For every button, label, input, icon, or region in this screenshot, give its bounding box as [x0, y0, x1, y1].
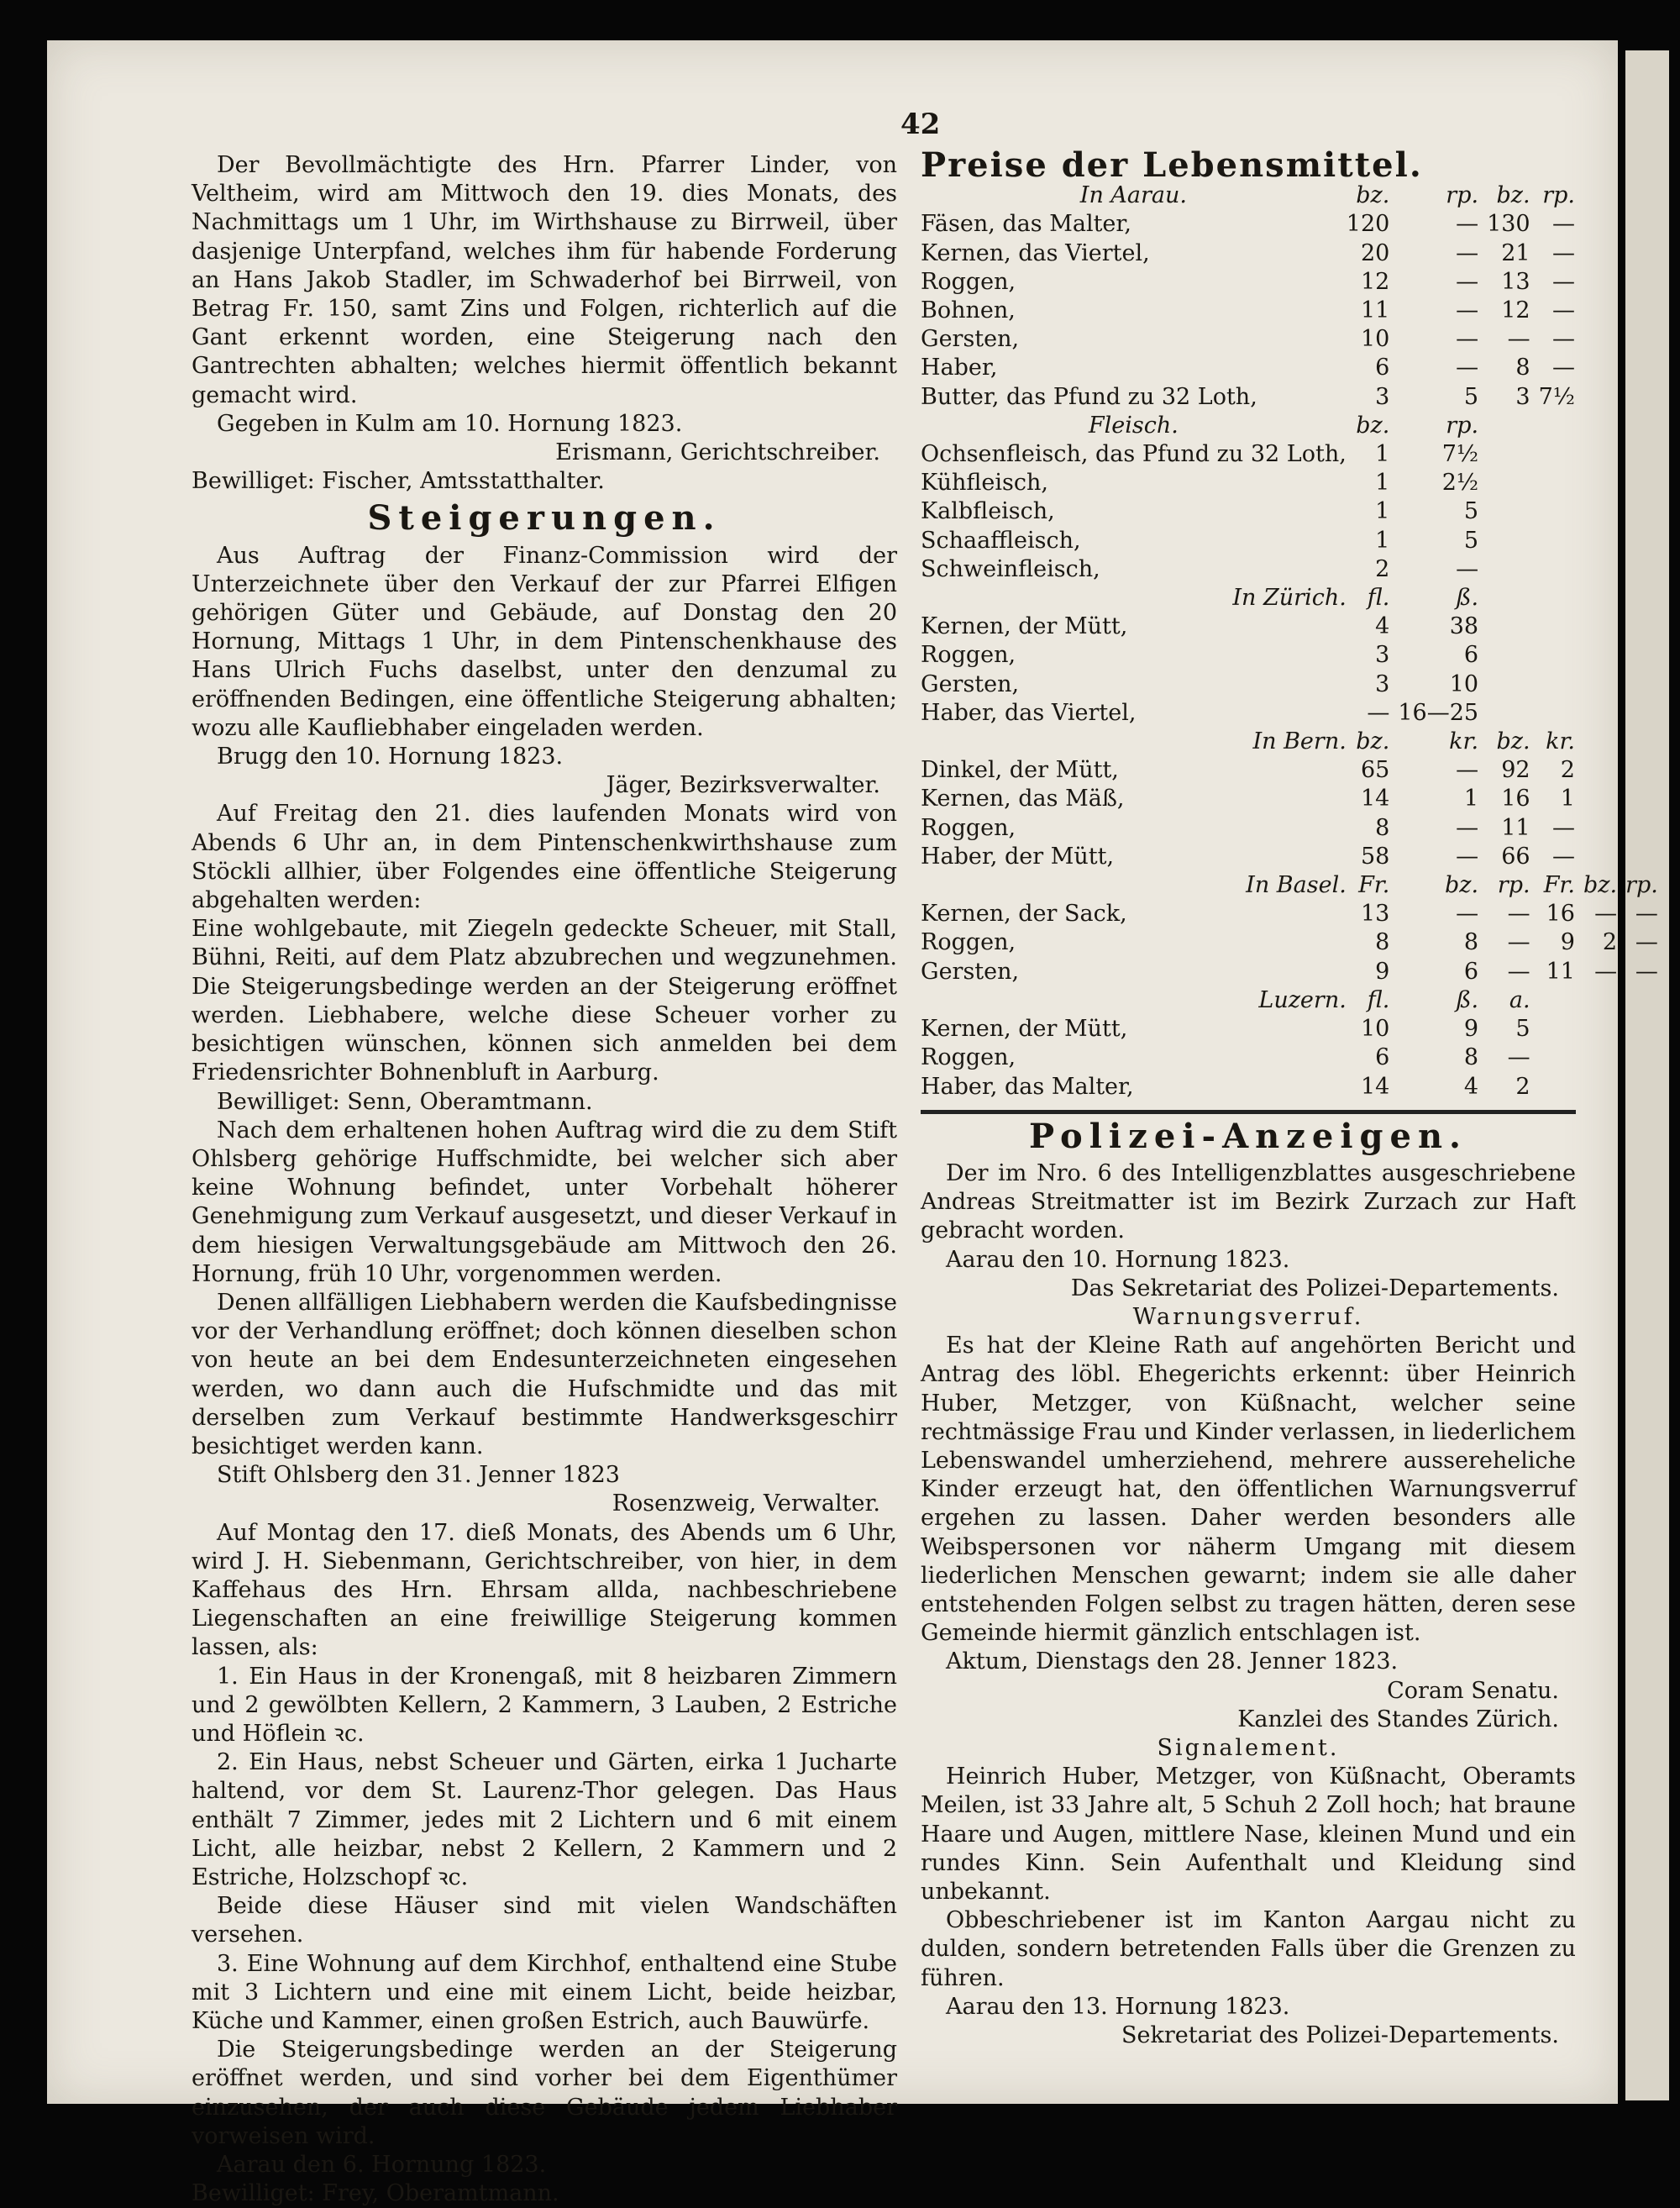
page-number: 42	[900, 108, 941, 141]
prices-heading: Preise der Lebensmittel.	[921, 145, 1423, 185]
city-row	[921, 181, 1667, 210]
signalement-text: Heinrich Huber, Metzger, von Küßnacht, Oberamts Meilen, ist 33 Jahre alt, 5 Schuh 2 Zoll hoch; hat braune Haare und Augen, mittlere Nase, kleinen Mund und ein rundes Kinn. Sein Aufenthalt und Kleidung sind unbekannt.	[921, 1764, 1576, 1905]
price-value: 8	[1375, 814, 1390, 841]
price-value: 1	[1375, 498, 1390, 525]
notice-date: Aarau den 13. Hornung 1823.	[946, 1993, 1290, 2020]
item-name: Schweinfleisch,	[921, 555, 1100, 582]
notice-date: Stift Ohlsberg den 31. Jenner 1823	[217, 1462, 620, 1489]
price-value: —	[1635, 929, 1658, 956]
price-value: 13	[1501, 268, 1530, 295]
price-value: 2	[1515, 1073, 1530, 1100]
notice-signer: Jäger, Bezirksverwalter.	[606, 772, 880, 799]
item-name: Schaaffleisch,	[921, 527, 1081, 554]
price-value: 8	[1463, 929, 1479, 956]
price-row	[921, 297, 1667, 325]
price-value: 65	[1360, 757, 1390, 784]
unit-label: bz.	[1356, 728, 1390, 755]
price-value: 3	[1375, 670, 1390, 697]
notice-signer: Sekretariat des Polizei-Departements.	[1121, 2022, 1559, 2048]
price-value: 8	[1463, 1044, 1479, 1071]
item-name: Kernen, der Mütt,	[921, 1016, 1128, 1043]
price-value: 2	[1560, 757, 1575, 784]
city-label: Luzern.	[1258, 986, 1347, 1013]
price-value: —	[1551, 297, 1575, 324]
item-name: Haber, das Viertel,	[921, 699, 1137, 726]
item-name: Kernen, der Sack,	[921, 901, 1127, 928]
price-value: 4	[1463, 1073, 1479, 1100]
item-name: Roggen,	[921, 1044, 1016, 1071]
unit-label: Fr.	[1543, 872, 1575, 899]
price-value: 6	[1463, 958, 1479, 985]
price-value: —	[1594, 958, 1618, 985]
item-name: Kalbfleisch,	[921, 498, 1055, 525]
item-name: Fäsen, das Malter,	[921, 211, 1131, 238]
price-value: 1	[1560, 786, 1575, 812]
price-row	[921, 527, 1667, 555]
price-value: 5	[1463, 383, 1479, 410]
price-value: —	[1551, 211, 1575, 238]
price-value: 3	[1515, 383, 1530, 410]
price-row	[921, 1073, 1667, 1101]
price-value: —	[1551, 355, 1575, 381]
notice-approval: Bewilliget: Senn, Oberamtmann.	[217, 1088, 593, 1115]
price-value: 1	[1375, 527, 1390, 554]
price-value: 4	[1375, 613, 1390, 640]
price-row	[921, 210, 1667, 239]
city-label: Fleisch.	[1088, 412, 1179, 439]
notice-item: Beide diese Häuser sind mit vielen Wandschäften versehen.	[192, 1893, 897, 1948]
price-value: —	[1456, 757, 1479, 784]
price-row	[921, 1044, 1667, 1072]
city-row	[921, 986, 1667, 1015]
price-value: 16—25	[1398, 699, 1479, 726]
price-value: 12	[1360, 268, 1390, 295]
price-row	[921, 843, 1667, 871]
notice-signer: Kanzlei des Standes Zürich.	[1237, 1706, 1559, 1732]
city-label: In Basel.	[1246, 872, 1347, 899]
price-row	[921, 469, 1667, 497]
price-value: 21	[1501, 239, 1530, 266]
unit-label: ß.	[1456, 986, 1479, 1013]
price-value: 9	[1560, 929, 1575, 956]
item-name: Kühfleisch,	[921, 470, 1048, 497]
price-value: —	[1507, 958, 1530, 985]
price-value: 3	[1375, 383, 1390, 410]
item-name: Butter, das Pfund zu 32 Loth,	[921, 383, 1257, 410]
price-value: —	[1635, 901, 1658, 928]
price-value: —	[1551, 268, 1575, 295]
notice-conditions: Die Steigerungsbedinge werden an der Steigerung eröffnet werden, und sind vorher bei dem Eigenthümer einzusehen, der auch diese Gebäude jedem Liebhaber vorweisen wird.	[192, 2037, 897, 2149]
price-value: 6	[1463, 642, 1479, 669]
unit-label: ß.	[1456, 585, 1479, 612]
price-row	[921, 670, 1667, 699]
price-row	[921, 268, 1667, 297]
price-value: —	[1551, 843, 1575, 870]
price-value: 1	[1463, 786, 1479, 812]
unit-label: bz.	[1496, 182, 1530, 209]
notice-signer: Erismann, Gerichtschreiber.	[555, 439, 880, 466]
unit-label: Fr.	[1358, 872, 1390, 899]
city-label: In Zürich.	[1232, 585, 1347, 612]
item-name: Roggen,	[921, 814, 1016, 841]
price-value: 38	[1449, 613, 1479, 640]
price-value: —	[1456, 297, 1479, 324]
price-value: 11	[1360, 297, 1390, 324]
price-row	[921, 900, 1667, 928]
city-label: In Aarau.	[1079, 182, 1187, 209]
item-name: Kernen, der Mütt,	[921, 613, 1128, 640]
city-row	[921, 584, 1667, 612]
price-value: 11	[1501, 814, 1530, 841]
price-value: —	[1456, 843, 1479, 870]
price-value: 10	[1449, 670, 1479, 697]
notice-approval: Bewilliget: Frey, Oberamtmann.	[192, 2180, 559, 2207]
notice-body: Denen allfälligen Liebhabern werden die Kaufsbedingnisse vor der Verhandlung eröffnet; doch können dieselben schon von heute an bei dem Endesunterzeichneten eingesehen werden, wo dann auch die Hufschmidte und das mit derselben zum Verkauf bestimmte Handwerksgeschirr besichtiget werden kann.	[192, 1289, 897, 1459]
item-name: Haber,	[921, 355, 998, 381]
notice-item: 2. Ein Haus, nebst Scheuer und Gärten, eirka 1 Jucharte haltend, vor dem St. Laurenz-Thor gelegen. Das Haus enthält 7 Zimmer, jedes mit 2 Lichtern und 6 mit einem Licht, alle heizbar, nebst 2 Kellern, 2 Kammern und 2 Estriche, Holzschopf ꝛc.	[192, 1749, 897, 1890]
price-value: —	[1507, 901, 1530, 928]
unit-label: rp.	[1625, 872, 1658, 899]
right-column	[921, 145, 1658, 2050]
item-name: Kernen, das Viertel,	[921, 239, 1150, 266]
price-value: 2	[1602, 929, 1618, 956]
city-label: In Bern.	[1252, 728, 1347, 755]
price-value: —	[1507, 929, 1530, 956]
item-name: Roggen,	[921, 642, 1016, 669]
item-name: Gersten,	[921, 958, 1020, 985]
price-row	[921, 383, 1667, 412]
notice-body: Nach dem erhaltenen hohen Auftrag wird die zu dem Stift Ohlsberg gehörige Huffschmidte, bei welcher sich aber keine Wohnung befindet, unter Vorbehalt höherer Genehmigung zum Verkauf ausgesetzt, und dieser Verkauf in dem hiesigen Verwaltungsgebäude am Mittwoch den 26. Hornung, früh 10 Uhr, vorgenommen werden.	[192, 1117, 897, 1287]
price-value: 2	[1375, 555, 1390, 582]
unit-label: bz.	[1444, 872, 1479, 899]
item-name: Roggen,	[921, 929, 1016, 956]
price-value: 6	[1375, 1044, 1390, 1071]
unit-label: kr.	[1449, 728, 1479, 755]
notice-date: Aarau den 10. Hornung 1823.	[946, 1246, 1290, 1273]
section-divider	[921, 1110, 1576, 1114]
price-value: —	[1551, 326, 1575, 353]
item-name: Kernen, das Mäß,	[921, 786, 1125, 812]
price-value: 20	[1360, 239, 1390, 266]
price-value: 120	[1346, 211, 1390, 238]
price-value: 13	[1360, 901, 1390, 928]
price-value: 10	[1360, 1016, 1390, 1043]
item-name: Bohnen,	[921, 297, 1016, 324]
city-row	[921, 412, 1667, 440]
price-value: —	[1551, 239, 1575, 266]
price-value: 2½	[1441, 470, 1479, 497]
price-value: 3	[1375, 642, 1390, 669]
price-row	[921, 785, 1667, 813]
price-value: 5	[1463, 498, 1479, 525]
item-name: Haber, das Malter,	[921, 1073, 1134, 1100]
price-value: 130	[1487, 211, 1530, 238]
price-value: 16	[1501, 786, 1530, 812]
price-value: 58	[1360, 843, 1390, 870]
city-row	[921, 871, 1667, 900]
unit-label: rp.	[1497, 872, 1530, 899]
notice-body: Es hat der Kleine Rath auf angehörten Bericht und Antrag des löbl. Ehegerichts erkennt: über Heinrich Huber, Metzger, von Küßnacht, welcher seine rechtmässige Frau und Kinder verlassen, in liederlichem Lebenswandel umherziehend, mehrere aussereheliche Kinder erzeugt hat, den öffentlichen Warnungsverruf ergehen zu lassen. Daher werden besonders alle Weibspersonen vor näherm Umgang mit diesem liederlichen Menschen gewarnt; indem sie alle daher entstehenden Folgen selbst zu tragen hätten, deren sese Gemeinde hiermit gänzlich entschlagen ist.	[921, 1333, 1576, 1647]
notice-signer: Das Sekretariat des Polizei-Departements.	[1070, 1275, 1559, 1301]
price-value: 66	[1501, 843, 1530, 870]
price-value: 8	[1375, 929, 1390, 956]
unit-label: rp.	[1446, 182, 1479, 209]
price-row	[921, 325, 1667, 354]
unit-label: rp.	[1542, 182, 1575, 209]
price-value: —	[1456, 901, 1479, 928]
notice-item: Eine wohlgebaute, mit Ziegeln gedeckte Scheuer, mit Stall, Bühni, Reiti, auf dem Platz abzubrechen und wegzunehmen. Die Steigerungsbedinge werden an der Steigerung eröffnet werden. Liebhabere, welche diese Scheuer vorher zu besichtigen wünschen, können sich anmelden bei dem Friedensrichter Bohnenbluft in Aarburg.	[192, 916, 897, 1086]
price-row	[921, 612, 1667, 641]
notice-date: Gegeben in Kulm am 10. Hornung 1823.	[217, 410, 683, 437]
item-name: Ochsenfleisch, das Pfund zu 32 Loth,	[921, 441, 1347, 468]
price-row	[921, 699, 1667, 728]
signalement-label: Signalement.	[1157, 1734, 1340, 1761]
price-row	[921, 814, 1667, 843]
price-value: —	[1456, 814, 1479, 841]
notice-date: Aktum, Dienstags den 28. Jenner 1823.	[946, 1648, 1399, 1675]
price-value: —	[1367, 699, 1390, 726]
notice-body: Der Bevollmächtigte des Hrn. Pfarrer Linder, von Veltheim, wird am Mittwoch den 19. dies Monats, des Nachmittags um 1 Uhr, im Wirthshause zu Birrweil, über dasjenige Unterpfand, welches ihm für habende Forderung an Hans Jakob Stadler, im Schwaderhof bei Birrweil, von Betrag Fr. 150, samt Zins und Folgen, richterlich auf die Gant erkennt worden, eine Steigerung nach den Gantrechten abhalten; welches hiermit öffentlich bekannt gemacht wird.	[192, 152, 897, 408]
notice-approval: Bewilliget: Fischer, Amtsstatthalter.	[192, 468, 605, 495]
price-row	[921, 497, 1667, 526]
price-value: —	[1456, 268, 1479, 295]
price-value: —	[1507, 1044, 1530, 1071]
price-value: 6	[1375, 355, 1390, 381]
unit-label: bz.	[1496, 728, 1530, 755]
price-value: —	[1456, 555, 1479, 582]
price-row	[921, 440, 1667, 469]
unit-label: a.	[1509, 986, 1530, 1013]
price-row	[921, 756, 1667, 785]
price-value: 7½	[1441, 441, 1479, 468]
section-heading: Steigerungen.	[367, 498, 722, 539]
unit-label: bz.	[1583, 872, 1618, 899]
price-value: 11	[1546, 958, 1575, 985]
price-value: —	[1551, 814, 1575, 841]
notice-subheading: Warnungsverruf.	[1132, 1303, 1364, 1330]
unit-label: bz.	[1356, 412, 1390, 439]
item-name: Roggen,	[921, 268, 1016, 295]
notice-body: Der im Nro. 6 des Intelligenzblattes ausgeschriebene Andreas Streitmatter ist im Bezirk Zurzach zur Haft gebracht worden.	[921, 1159, 1576, 1244]
left-column	[192, 151, 897, 2208]
price-value: —	[1594, 901, 1618, 928]
price-row	[921, 1015, 1667, 1044]
price-row	[921, 354, 1667, 382]
price-value: 5	[1515, 1016, 1530, 1043]
police-heading: Polizei-Anzeigen.	[1029, 1116, 1467, 1156]
price-value: —	[1456, 239, 1479, 266]
price-value: —	[1456, 211, 1479, 238]
price-row	[921, 555, 1667, 584]
price-value: 12	[1501, 297, 1530, 324]
price-value: 7½	[1538, 383, 1575, 410]
price-row	[921, 958, 1667, 986]
price-value: 9	[1463, 1016, 1479, 1043]
price-value: 16	[1546, 901, 1575, 928]
price-value: 9	[1375, 958, 1390, 985]
city-row	[921, 728, 1667, 756]
unit-label: fl.	[1367, 585, 1390, 612]
notice-date: Brugg den 10. Hornung 1823.	[217, 744, 564, 770]
price-row	[921, 239, 1667, 268]
notice-body: Auf Freitag den 21. dies laufenden Monats wird von Abends 6 Uhr an, in dem Pintenschenkwirthshause zum Stöckli allhier, über Folgendes eine öffentliche Steigerung abgehalten werden:	[192, 801, 897, 914]
price-table	[921, 181, 1667, 1101]
price-value: 8	[1515, 355, 1530, 381]
notice-signer: Rosenzweig, Verwalter.	[612, 1490, 880, 1517]
price-row	[921, 928, 1667, 957]
item-name: Gersten,	[921, 326, 1020, 353]
price-value: 10	[1360, 326, 1390, 353]
price-value: —	[1456, 326, 1479, 353]
notice-order: Obbeschriebener ist im Kanton Aargau nicht zu dulden, sondern betretenden Falls über die Grenzen zu führen.	[921, 1907, 1576, 1991]
notice-item: 1. Ein Haus in der Kronengaß, mit 8 heizbaren Zimmern und 2 gewölbten Kellern, 2 Kammern, 3 Lauben, 2 Estriche und Höflein ꝛc.	[192, 1663, 897, 1747]
notice-date: Aarau den 6. Hornung 1823.	[217, 2152, 547, 2179]
notice-item: 3. Eine Wohnung auf dem Kirchhof, enthaltend eine Stube mit 3 Lichtern und eine mit einem Licht, beide heizbar, Küche und Kammer, einen großen Estrich, auch Bauwürfe.	[192, 1950, 897, 2034]
price-row	[921, 641, 1667, 670]
price-value: 92	[1501, 757, 1530, 784]
unit-label: bz.	[1356, 182, 1390, 209]
unit-label: kr.	[1546, 728, 1575, 755]
price-value: 14	[1360, 786, 1390, 812]
price-value: 5	[1463, 527, 1479, 554]
price-value: —	[1456, 355, 1479, 381]
price-value: 1	[1375, 470, 1390, 497]
notice-body: Aus Auftrag der Finanz-Commission wird der Unterzeichnete über den Verkauf der zur Pfarrei Elfigen gehörigen Güter und Gebäude, auf Donstag den 20 Hornung, Mittags 1 Uhr, in dem Pintenschenkhause des Hans Ulrich Fuchs daselbst, unter den denzumal zu eröffnenden Bedingen, eine öffentliche Steigerung abhalten; wozu alle Kaufliebhaber eingeladen werden.	[192, 542, 897, 741]
price-value: 14	[1360, 1073, 1390, 1100]
price-value: —	[1507, 326, 1530, 353]
item-name: Gersten,	[921, 670, 1020, 697]
item-name: Dinkel, der Mütt,	[921, 757, 1119, 784]
price-value: —	[1635, 958, 1658, 985]
notice-coram: Coram Senatu.	[1387, 1677, 1559, 1704]
price-value: 1	[1375, 441, 1390, 468]
notice-body: Auf Montag den 17. dieß Monats, des Abends um 6 Uhr, wird J. H. Siebenmann, Gerichtschreiber, von hier, in dem Kaffehaus des Hrn. Ehrsam allda, nachbeschriebene Liegenschaften an eine freiwillige Steigerung kommen lassen, als:	[192, 1519, 897, 1661]
unit-label: rp.	[1446, 412, 1479, 439]
unit-label: fl.	[1367, 986, 1390, 1013]
item-name: Haber, der Mütt,	[921, 843, 1115, 870]
